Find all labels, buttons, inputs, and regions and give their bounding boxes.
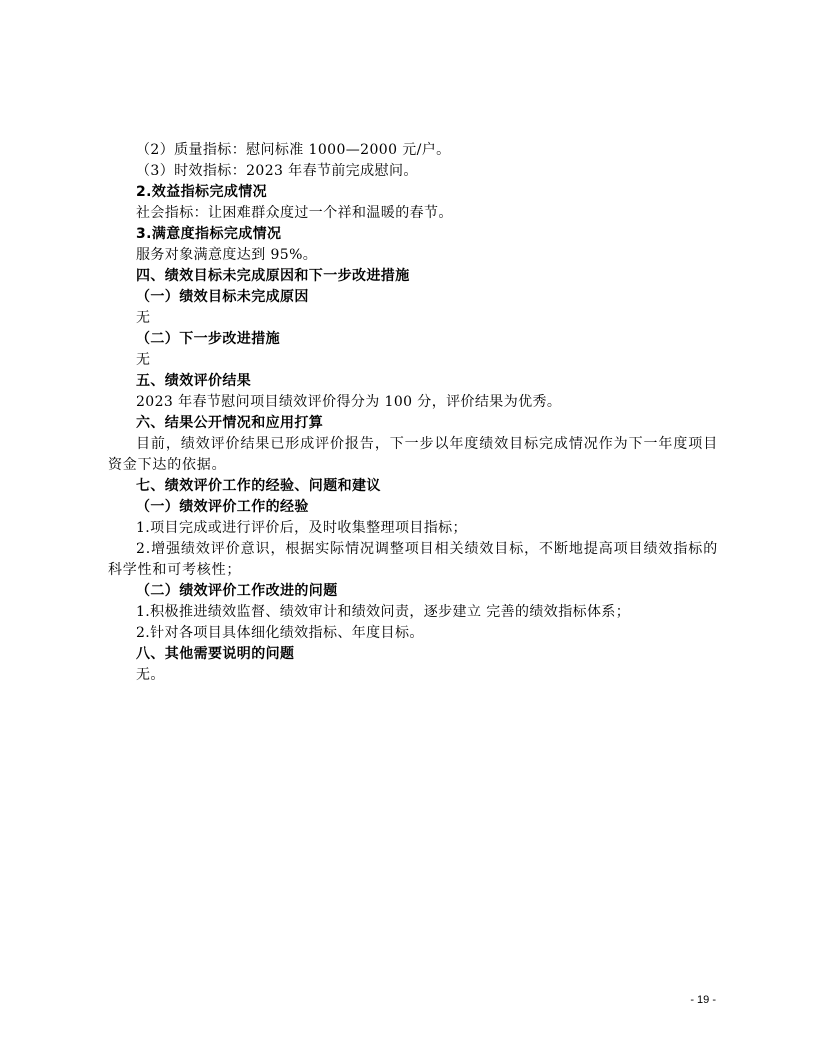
disclosure-paragraph: 目前，绩效评价结果已形成评价报告，下一步以年度绩效目标完成情况作为下一年度项目资金下达的依据。 bbox=[108, 436, 718, 473]
improvement-item-2: 2.针对各项目具体细化绩效指标、年度目标。 bbox=[136, 625, 424, 641]
evaluation-result-line: 2023 年春节慰问项目绩效评价得分为 100 分，评价结果为优秀。 bbox=[136, 394, 562, 410]
experience-item-2: 2.增强绩效评价意识，根据实际情况调整项目相关绩效目标，不断地提高项目绩效指标的科学性和可考核性； bbox=[108, 541, 718, 578]
unmet-reasons-text: 无 bbox=[136, 310, 151, 326]
other-issues-text: 无。 bbox=[136, 667, 165, 683]
social-indicator-line: 社会指标：让困难群众度过一个祥和温暖的春节。 bbox=[136, 205, 453, 221]
timeliness-indicator-line: （3）时效指标：2023 年春节前完成慰问。 bbox=[136, 163, 418, 179]
quality-indicator-line: （2）质量指标：慰问标准 1000—2000 元/户。 bbox=[136, 142, 451, 158]
section-eight-heading: 八、其他需要说明的问题 bbox=[136, 646, 295, 662]
next-steps-text: 无 bbox=[136, 352, 151, 368]
document-body bbox=[108, 140, 718, 686]
section-four-heading: 四、绩效目标未完成原因和下一步改进措施 bbox=[136, 268, 410, 284]
satisfaction-indicator-heading: 3.满意度指标完成情况 bbox=[136, 226, 282, 242]
subsection-unmet-reasons-heading: （一）绩效目标未完成原因 bbox=[136, 289, 309, 305]
subsection-improvement-heading: （二）绩效评价工作改进的问题 bbox=[136, 583, 338, 599]
section-six-heading: 六、结果公开情况和应用打算 bbox=[136, 415, 324, 431]
section-seven-heading: 七、绩效评价工作的经验、问题和建议 bbox=[136, 478, 381, 494]
benefit-indicator-heading: 2.效益指标完成情况 bbox=[136, 184, 268, 200]
improvement-item-1: 1.积极推进绩效监督、绩效审计和绩效问责，逐步建立 完善的绩效指标体系； bbox=[136, 604, 631, 620]
section-five-heading: 五、绩效评价结果 bbox=[136, 373, 252, 389]
subsection-next-steps-heading: （二）下一步改进措施 bbox=[136, 331, 280, 347]
page-number: - 19 - bbox=[690, 994, 716, 1006]
satisfaction-line: 服务对象满意度达到 95%。 bbox=[136, 247, 318, 263]
subsection-experience-heading: （一）绩效评价工作的经验 bbox=[136, 499, 309, 515]
experience-item-1: 1.项目完成或进行评价后，及时收集整理项目指标； bbox=[136, 520, 467, 536]
